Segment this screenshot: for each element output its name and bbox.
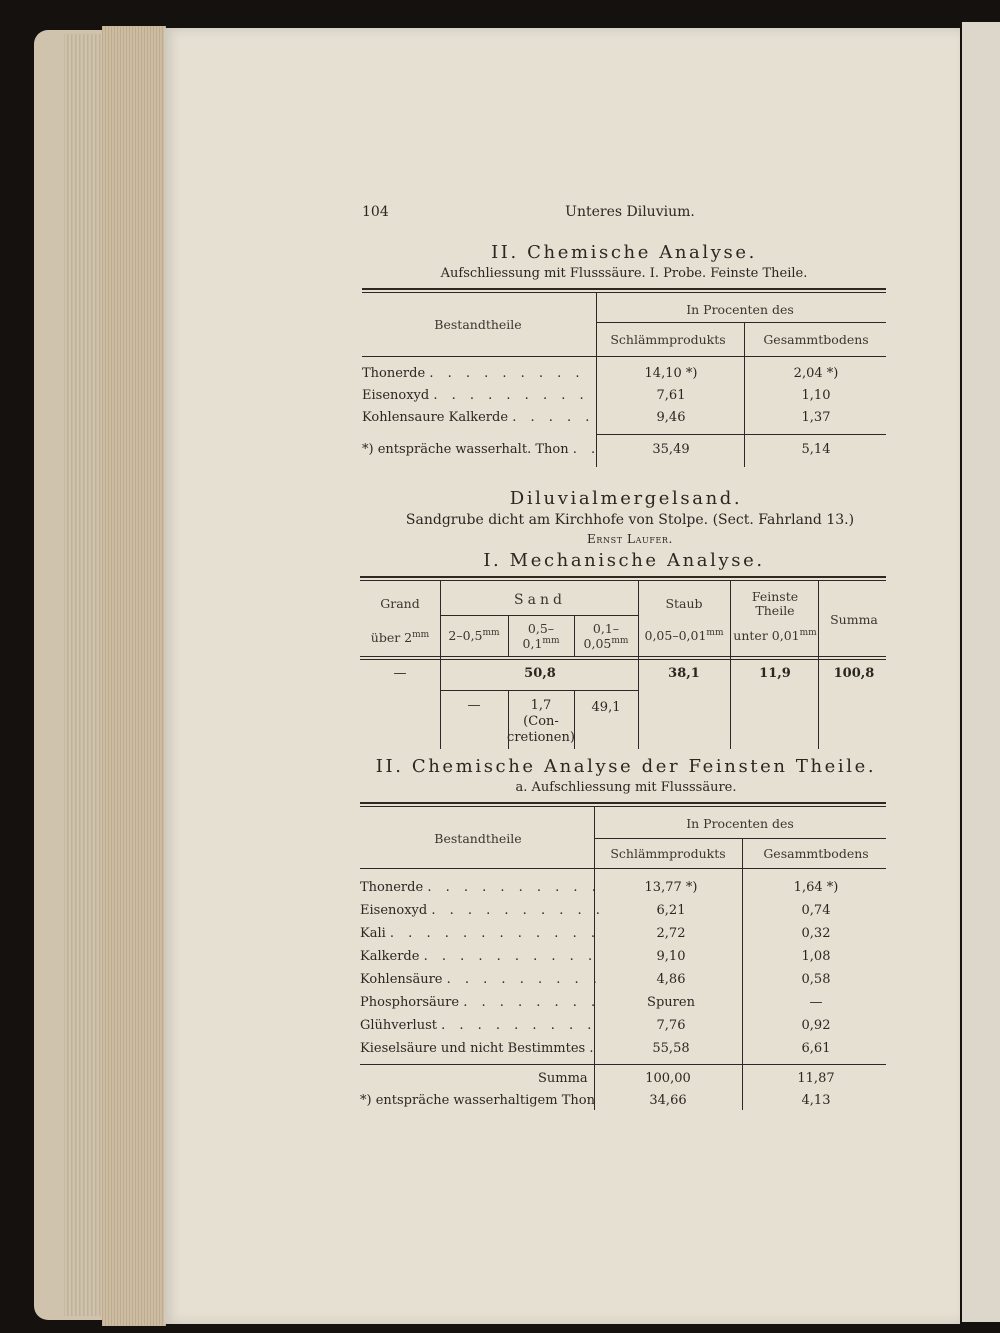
table2-val-grand: —	[393, 666, 407, 681]
table1-footnote-b: 5,14	[801, 442, 831, 457]
table3-row-1-b: 1,64 *)	[793, 880, 839, 895]
table2-top-rule	[360, 576, 886, 578]
table1-vline-2	[744, 323, 745, 467]
table3-row-4-a: 9,10	[656, 949, 686, 964]
table2-val-feinste: 11,9	[759, 666, 791, 681]
table2-vline-feinste	[818, 581, 819, 749]
sand2-text: 0,5–	[527, 621, 555, 636]
table2-val-sand-total: 50,8	[524, 666, 556, 681]
table2-val-sand2	[507, 698, 575, 746]
t3r5-label: Kohlensäure	[360, 972, 443, 987]
table3-row-3-b: 0,32	[801, 926, 831, 941]
table2-vline-sand1	[508, 616, 509, 656]
feinste-text: Feinste	[751, 589, 799, 604]
table3-col-a: Schlämmprodukts	[610, 846, 726, 861]
facing-page-edge	[962, 22, 1000, 1322]
staub-size-text: 0,05–0,01	[644, 628, 707, 644]
table3-row-8-name	[360, 1041, 598, 1056]
t3r1-label: Thonerde	[360, 880, 424, 895]
sand2-note2: cretionen)	[507, 730, 575, 745]
section2-title: Diluvialmergelsand.	[509, 488, 743, 509]
table2-sand-rule	[440, 615, 638, 616]
table3-row-3-name	[360, 926, 600, 941]
table1-row-2-b: 1,10	[801, 388, 831, 403]
section4-subtitle: a. Aufschliessung mit Flusssäure.	[515, 780, 737, 795]
sand2-val: 1,7	[530, 698, 552, 713]
t3r8-dots: .	[589, 1041, 599, 1056]
table3-footnote-a: 34,66	[649, 1093, 687, 1108]
page-number: 104	[362, 204, 389, 220]
table3-row-3-a: 2,72	[656, 926, 686, 941]
table1-sum-rule	[596, 434, 886, 435]
table2-col-feinste-size	[733, 628, 816, 643]
table1-group-rule	[596, 322, 886, 323]
table3-head-rule	[360, 868, 886, 869]
table3-row-6-a: Spuren	[647, 995, 695, 1010]
t3r1-dots: . . . . . . . . . .	[427, 880, 601, 895]
table2-col-sand3	[584, 622, 629, 650]
table3-row-8-b: 6,61	[801, 1041, 831, 1056]
sand3-text: 0,1–	[592, 621, 620, 636]
t3r2-label: Eisenoxyd	[360, 903, 428, 918]
t1r2-dots: . . . . . . . . .	[433, 388, 589, 403]
table1-row-3-name	[362, 410, 594, 425]
table2-val-staub: 38,1	[668, 666, 700, 681]
table2-vline-sand2	[574, 616, 575, 656]
section1-subtitle: Aufschliessung mit Flusssäure. I. Probe. Feinste Theile.	[440, 266, 808, 281]
section2-author: Ernst Laufer.	[587, 532, 673, 546]
table2-col-feinste	[752, 590, 798, 618]
t3r4-label: Kalkerde	[360, 949, 420, 964]
table3-summa-label: Summa	[538, 1071, 588, 1086]
section1-title: II. Chemische Analyse.	[491, 242, 757, 263]
unit-mm: mm	[542, 636, 560, 646]
table1-row-1-name	[362, 366, 585, 381]
table3-row-5-name	[360, 972, 602, 987]
table3-row-5-a: 4,86	[656, 972, 686, 987]
t3r7-label: Glühverlust	[360, 1018, 437, 1033]
feinste2-text: Theile	[755, 603, 795, 618]
table3-vline-2	[742, 839, 743, 1110]
unit-mm: mm	[706, 628, 724, 638]
table1-footnote	[362, 442, 600, 457]
section3-title: I. Mechanische Analyse.	[483, 550, 765, 571]
table1-col-b: Gesammtbodens	[763, 332, 869, 347]
table2-vline-staub	[730, 581, 731, 749]
table1-row-1-b: 2,04 *)	[793, 366, 839, 381]
t1-footnote-dots: . .	[572, 442, 601, 457]
table3-row-2-name	[360, 903, 605, 918]
table2-val-sand3: 49,1	[591, 700, 621, 715]
table1-footnote-a: 35,49	[652, 442, 690, 457]
table3-col-group: In Procenten des	[686, 816, 794, 831]
table2-col-staub-size	[645, 628, 724, 643]
sand2-note1: (Con-	[523, 714, 559, 729]
section4-title: II. Chemische Analyse der Feinsten Theile.	[375, 756, 877, 777]
t1r2-label: Eisenoxyd	[362, 388, 430, 403]
table2-col-summa: Summa	[830, 612, 878, 627]
table2-sand-split-rule	[440, 690, 638, 691]
table3-summa-b: 11,87	[797, 1071, 835, 1086]
table1-vline-1	[596, 293, 597, 467]
t3r8-label: Kieselsäure und nicht Bestimmtes	[360, 1041, 586, 1056]
table1-row-1-a: 14,10 *)	[644, 366, 698, 381]
table3-row-7-name	[360, 1018, 596, 1033]
table1-top-rule-thin	[362, 292, 886, 293]
table3-col-b: Gesammtbodens	[763, 846, 869, 861]
table1-row-3-a: 9,46	[656, 410, 686, 425]
unit-mm: mm	[482, 628, 500, 638]
book-edge-inner	[102, 26, 166, 1326]
sand2b-text: 0,1	[522, 636, 543, 652]
table1-col-constituent: Bestandtheile	[434, 317, 522, 332]
table2-top-rule-thin	[360, 580, 886, 581]
table3-row-8-a: 55,58	[652, 1041, 690, 1056]
table2-vline-sand	[638, 581, 639, 749]
table3-sum-rule	[360, 1064, 886, 1065]
t3r2-dots: . . . . . . . . . .	[431, 903, 605, 918]
table3-top-rule	[360, 802, 886, 804]
table1-row-2-a: 7,61	[656, 388, 686, 403]
t3r5-dots: . . . . . . . . .	[446, 972, 602, 987]
table2-col-sand: Sand	[514, 592, 566, 608]
table1-head-rule	[362, 356, 886, 357]
t3r7-dots: . . . . . . . . .	[441, 1018, 597, 1033]
table3-top-rule-thin	[360, 806, 886, 807]
table2-vline-grand	[440, 581, 441, 749]
table2-col-staub: Staub	[665, 596, 703, 611]
feinste-size-text: unter 0,01	[733, 628, 800, 644]
table3-row-4-b: 1,08	[801, 949, 831, 964]
table2-col-sand2	[523, 622, 560, 650]
sand3b-text: 0,05	[583, 636, 612, 652]
t3r3-label: Kali	[360, 926, 386, 941]
section2-location: Sandgrube dicht am Kirchhofe von Stolpe. (Sect. Fahrland 13.)	[405, 512, 855, 528]
table3-footnote: *) entspräche wasserhaltigem Thon	[360, 1093, 595, 1108]
unit-mm: mm	[611, 636, 629, 646]
table2-col-grand: Grand	[380, 596, 420, 611]
table3-row-7-a: 7,76	[656, 1018, 686, 1033]
table2-val-summa: 100,8	[833, 666, 875, 681]
table2-val-sand1: —	[467, 698, 481, 713]
table3-row-5-b: 0,58	[801, 972, 831, 987]
t1-footnote-label: *) entspräche wasserhalt. Thon	[362, 442, 569, 457]
grand-size-text: über 2	[370, 630, 413, 646]
unit-mm: mm	[799, 628, 817, 638]
table1-row-3-b: 1,37	[801, 410, 831, 425]
table1-top-rule	[362, 288, 886, 290]
unit-mm: mm	[412, 630, 430, 640]
table3-row-6-b: —	[809, 995, 823, 1010]
table3-footnote-b: 4,13	[801, 1093, 831, 1108]
table3-summa-a: 100,00	[645, 1071, 691, 1086]
table1-col-a: Schlämmprodukts	[610, 332, 726, 347]
sand1-text: 2–0,5	[448, 628, 483, 644]
table2-col-grand-size	[371, 630, 429, 645]
table1-col-group: In Procenten des	[686, 302, 794, 317]
table3-row-4-name	[360, 949, 597, 964]
table3-row-2-a: 6,21	[656, 903, 686, 918]
t3r6-label: Phosphorsäure	[360, 995, 460, 1010]
t3r6-dots: . . . . . . . .	[463, 995, 601, 1010]
table3-row-1-name	[360, 880, 601, 895]
table1-row-2-name	[362, 388, 589, 403]
book-page	[164, 28, 960, 1324]
t1r3-dots: . . . . .	[512, 410, 595, 425]
table3-row-1-a: 13,77 *)	[644, 880, 698, 895]
t3r3-dots: . . . . . . . . . . . .	[389, 926, 600, 941]
table3-group-rule	[594, 838, 886, 839]
t1r1-dots: . . . . . . . . .	[429, 366, 585, 381]
table3-row-7-b: 0,92	[801, 1018, 831, 1033]
table3-row-6-name	[360, 995, 600, 1010]
table3-col-constituent: Bestandtheile	[434, 831, 522, 846]
table2-head-rule-2	[360, 659, 886, 660]
running-title: Unteres Diluvium.	[565, 204, 695, 220]
t1r1-label: Thonerde	[362, 366, 426, 381]
t1r3-label: Kohlensaure Kalkerde	[362, 410, 509, 425]
table3-row-2-b: 0,74	[801, 903, 831, 918]
table2-head-rule-1	[360, 656, 886, 657]
t3r4-dots: . . . . . . . . . .	[423, 949, 598, 964]
table2-col-sand1	[448, 628, 499, 643]
